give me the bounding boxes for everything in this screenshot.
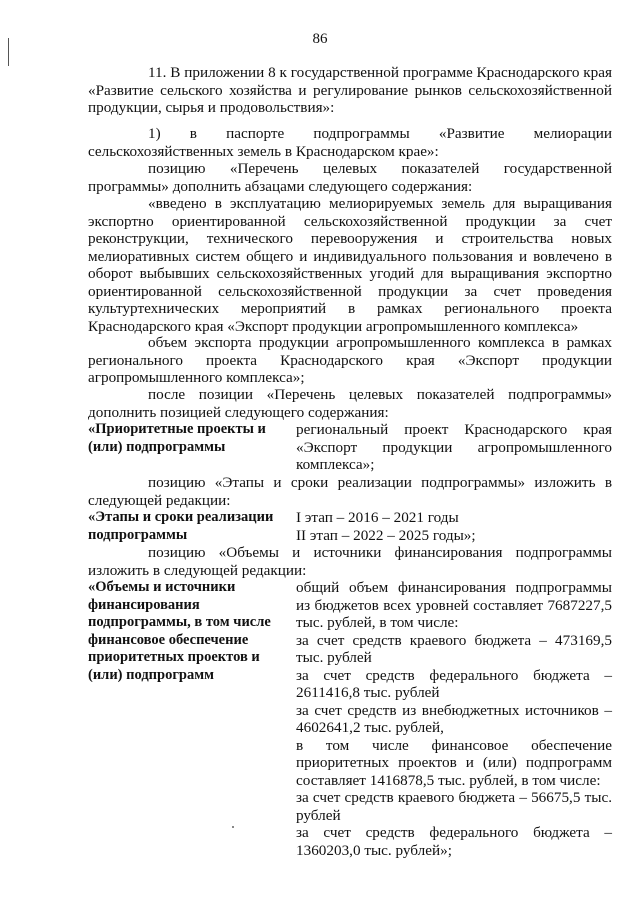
financing-priority-total: в том числе финансовое обеспечение приоритетных проектов и (или) подпрограмм составляет 1416878,5 тыс. рублей, в том числе: (296, 736, 612, 789)
stage-1-line: I этап – 2016 – 2021 годы (296, 509, 459, 526)
paragraph-export-volume: объем экспорта продукции агропромышленного комплекса в рамках регионального проекта Краснодарского края «Экспорт продукции агропромышленного комплекса»; (88, 334, 612, 386)
paragraph-financing: позицию «Объемы и источники финансирования подпрограммы изложить в следующей редакции: (88, 544, 612, 579)
page-number: 86 (312, 31, 328, 47)
financing-federal: за счет средств федерального бюджета – 2611416,8 тыс. рублей (296, 666, 612, 701)
financing-total: общий объем финансирования подпрограммы из бюджетов всех уровней составляет 7687227,5 тыс. рублей, в том числе: (296, 579, 612, 631)
paragraph-after-position: после позиции «Перечень целевых показателей подпрограммы» дополнить позицией следующего содержания: (88, 386, 612, 421)
financing-priority-regional: за счет средств краевого бюджета – 56675,5 тыс. рублей (296, 789, 612, 824)
financing-value (296, 579, 612, 859)
priority-projects-label: «Приоритетные проекты и (или) подпрограммы (88, 421, 266, 455)
financing-extrabudget: за счет средств из внебюджетных источников – 4602641,2 тыс. рублей, (296, 701, 612, 736)
financing-label: «Объемы и источники финансирования подпрограммы, в том числе финансовое обеспечение приоритетных проектов и (или) подпрограмм (88, 579, 271, 683)
financing-priority-federal: за счет средств федерального бюджета – 1360203,0 тыс. рублей»; (296, 824, 612, 859)
paragraph-passport: 1) в паспорте подпрограммы «Развитие мелиорации сельскохозяйственных земель в Краснодарском крае»: (88, 125, 612, 160)
priority-projects-value: региональный проект Краснодарского края «Экспорт продукции агропромышленного комплекса»; (296, 421, 612, 473)
stages-label: «Этапы и сроки реализации подпрограммы (88, 509, 274, 543)
paragraph-quote-land: «введено в эксплуатацию мелиорируемых земель для выращивания экспортно ориентированной сельскохозяйственной продукции за счет реконструкции, технического перевооружения и строительства новых мелиоративных систем общего и индивидуального пользования и вовлечено в оборот выбывших сельскохозяйственных угодий для выращивания экспортно ориентированной сельскохозяйственной продукции за счет проведения культуртехнических мероприятий в рамках регионального проекта Краснодарского края «Экспорт продукции агропромышленного комплекса» (88, 195, 612, 335)
stage-2-line: II этап – 2022 – 2025 годы»; (296, 526, 476, 544)
scan-speck (232, 826, 234, 828)
paragraph-targets: позицию «Перечень целевых показателей государственной программы» дополнить абзацами следующего содержания: (88, 160, 612, 195)
stages-value (296, 509, 612, 544)
paragraph-stages: позицию «Этапы и сроки реализации подпрограммы» изложить в следующей редакции: (88, 474, 612, 509)
financing-regional: за счет средств краевого бюджета – 473169,5 тыс. рублей (296, 631, 612, 666)
paragraph-intro: 11. В приложении 8 к государственной программе Краснодарского края «Развитие сельского хозяйства и регулирование рынков сельскохозяйственной продукции, сырья и продовольствия»: (88, 64, 612, 116)
